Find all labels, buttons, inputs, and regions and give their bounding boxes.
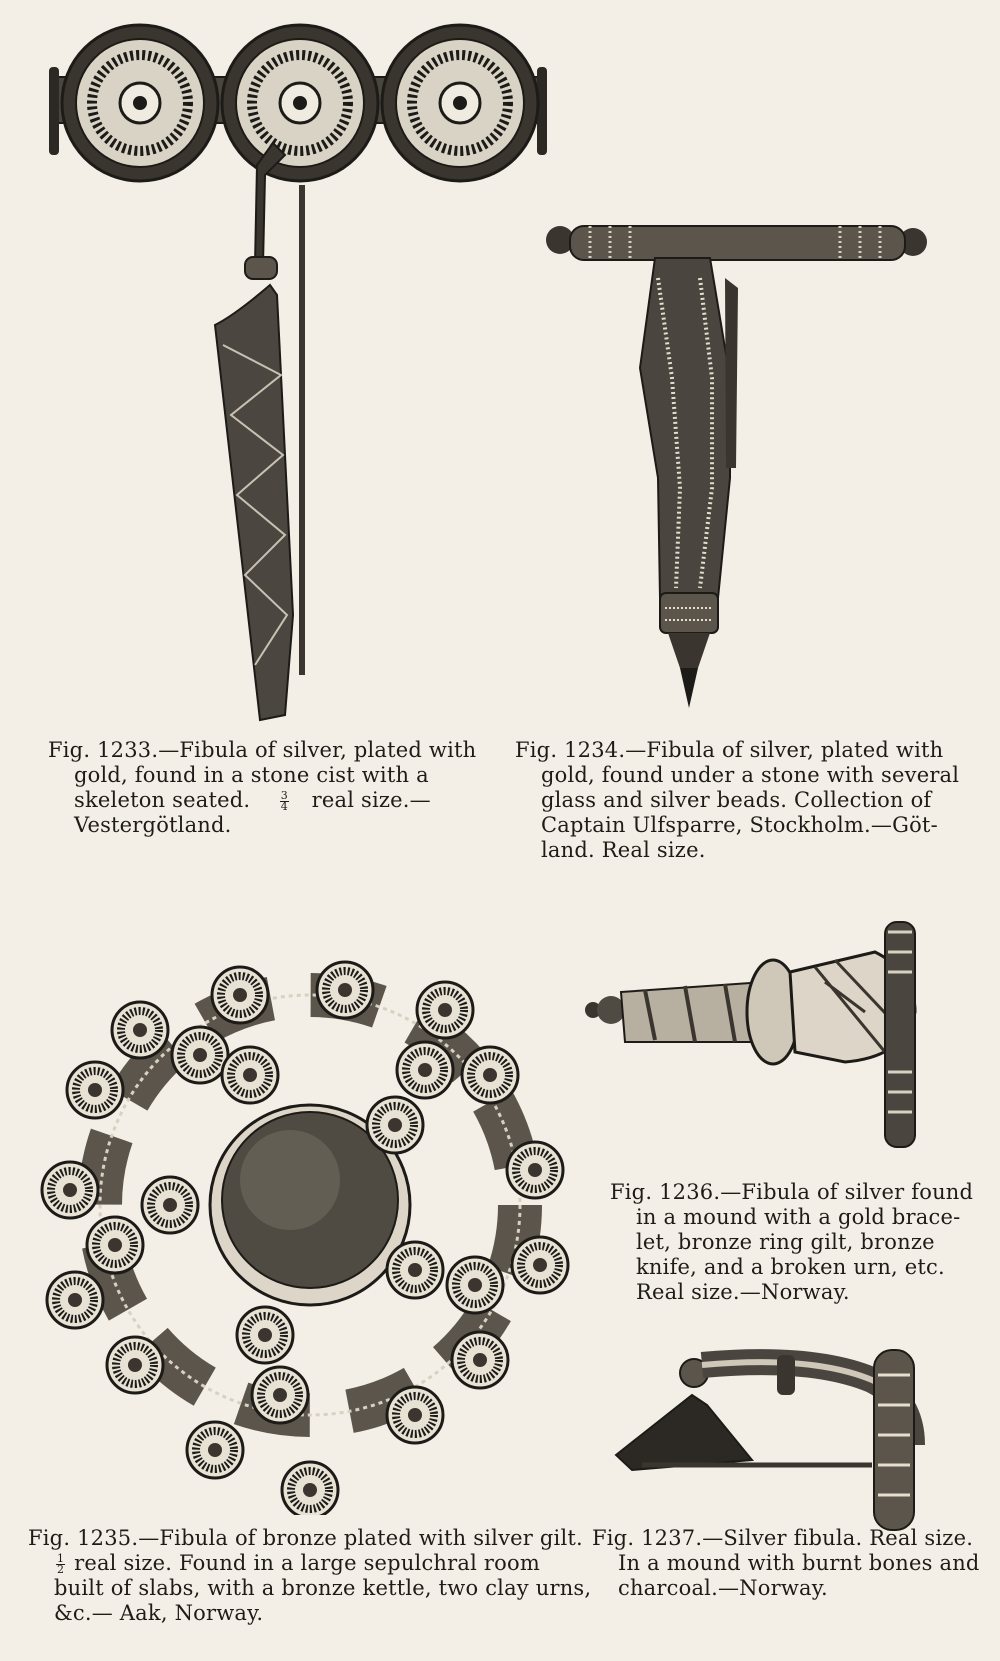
fig-1235-caption (28, 1526, 592, 1626)
fig-1236-illustration (585, 912, 945, 1162)
caption-line (28, 1551, 588, 1576)
caption-line: let, bronze ring gilt, bronze (636, 1230, 935, 1254)
fraction (56, 1554, 65, 1575)
fig-1234-caption (515, 738, 960, 863)
caption-line: gold, found under a stone with several (541, 763, 960, 787)
fig-1236-caption (610, 1180, 990, 1305)
fig-1234-illustration (540, 218, 935, 730)
fig-1235-illustration (40, 955, 600, 1515)
caption-line: Fig. 1233.—Fibula of silver, plated with (48, 738, 477, 762)
fig-1233-illustration (45, 15, 585, 730)
fraction-denominator: 4 (280, 800, 288, 813)
caption-line: Vestergötland. (74, 813, 232, 837)
fraction (280, 791, 289, 812)
caption-line: gold, found in a stone cist with a (74, 763, 429, 787)
fraction-numerator: 1 (57, 1552, 65, 1565)
caption-line: built of slabs, with a bronze kettle, two clay urns, (54, 1576, 592, 1600)
fraction-numerator: 3 (280, 789, 288, 802)
caption-line: in a mound with a gold brace- (636, 1205, 961, 1229)
caption-line: Fig. 1235.—Fibula of bronze plated with silver gilt. (28, 1526, 583, 1550)
caption-text: skeleton seated. (74, 788, 251, 812)
caption-line: In a mound with burnt bones and (618, 1551, 980, 1575)
caption-text: real size.— (311, 788, 431, 812)
caption-line: glass and silver beads. Collection of (541, 788, 932, 812)
caption-line: &c.— Aak, Norway. (54, 1601, 264, 1625)
caption-line: land. Real size. (541, 838, 706, 862)
caption-line: Real size.—Norway. (636, 1280, 850, 1304)
caption-line (48, 788, 468, 813)
caption-line: knife, and a broken urn, etc. (636, 1255, 945, 1279)
caption-line: Fig. 1236.—Fibula of silver found (610, 1180, 974, 1204)
caption-line: Captain Ulfsparre, Stockholm.—Göt- (541, 813, 938, 837)
fig-1233-caption (48, 738, 477, 838)
caption-line: charcoal.—Norway. (618, 1576, 828, 1600)
fraction-denominator: 2 (57, 1563, 65, 1576)
caption-line: Fig. 1234.—Fibula of silver, plated with (515, 738, 944, 762)
fig-1237-illustration (612, 1345, 942, 1545)
caption-line: Fig. 1237.—Silver fibula. Real size. (592, 1526, 974, 1550)
fig-1237-caption (592, 1526, 992, 1601)
caption-text: real size. Found in a large sepulchral room (74, 1551, 540, 1575)
